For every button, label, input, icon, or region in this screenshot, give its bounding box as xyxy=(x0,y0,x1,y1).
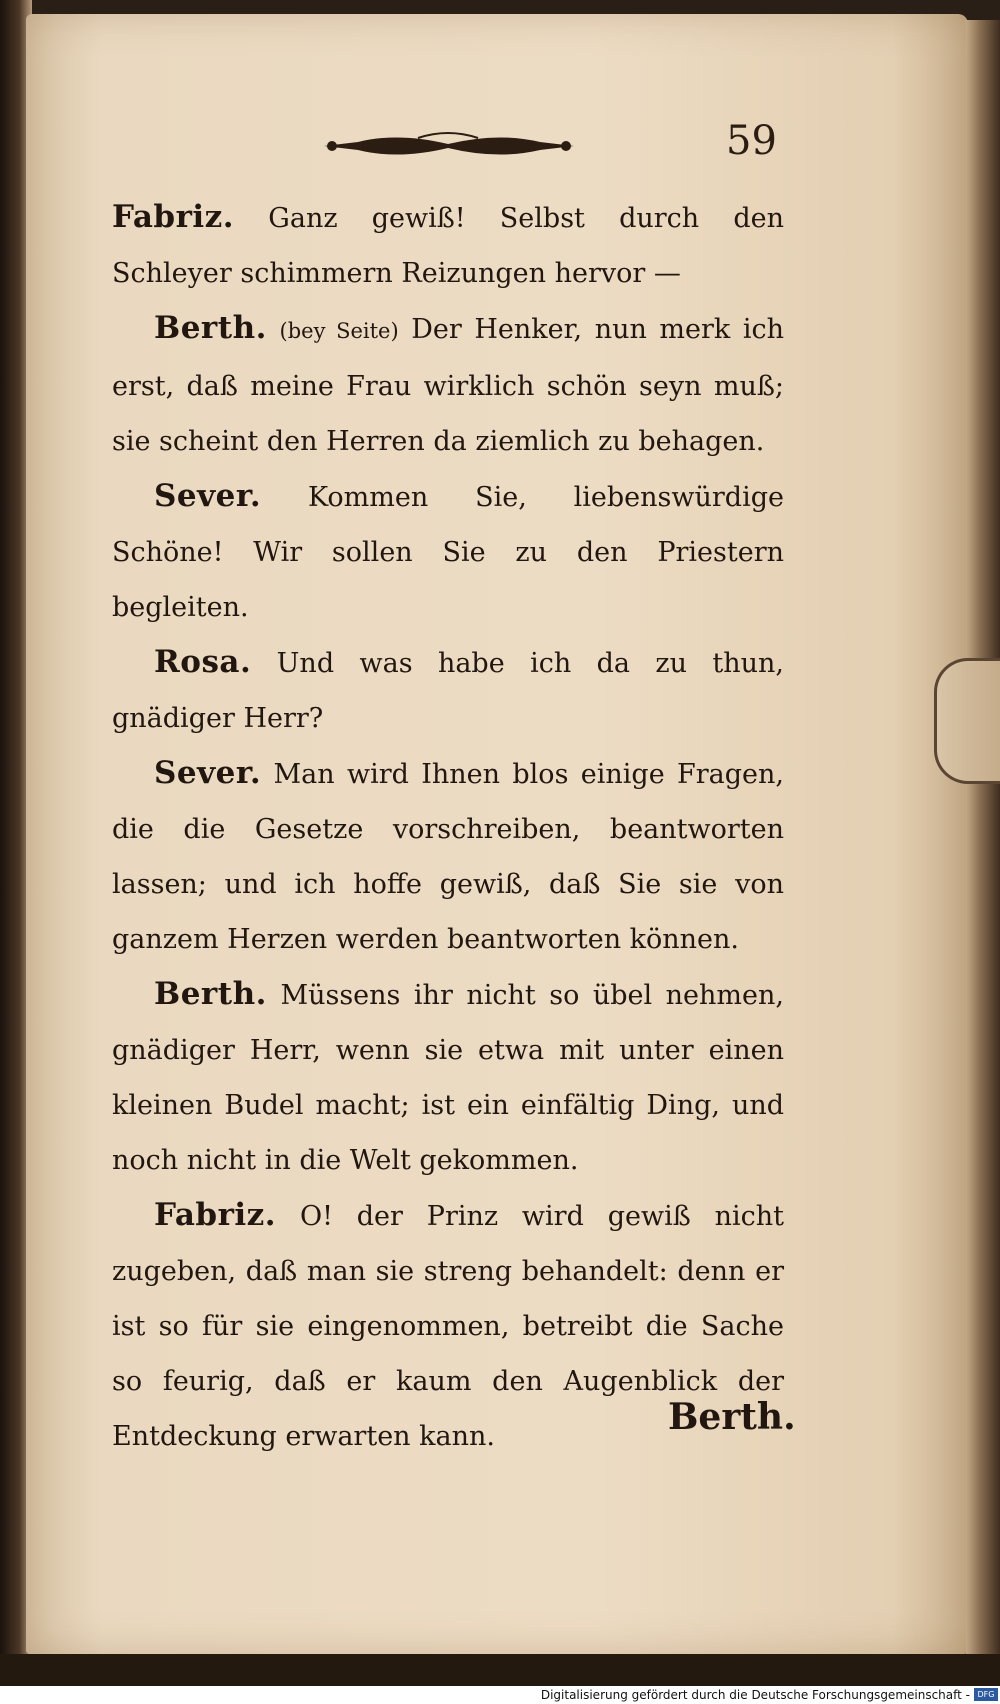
ornament-icon xyxy=(318,128,580,164)
paragraph-text: Der Henker, nun merk ich erst, daß meine Frau wirklich schön seyn muß; sie scheint den Herren da ziemlich zu behagen. xyxy=(112,314,784,457)
page-number: 59 xyxy=(726,118,777,164)
speaker-name: Fabriz. xyxy=(112,199,235,235)
paragraph xyxy=(112,469,784,635)
paragraph-text: O! der Prinz wird gewiß nicht zugeben, daß man sie streng behandelt: denn er ist so für sie eingenommen, betreibt die Sache so feurig, daß er kaum den Augenblick der Entdeckung erwarten kann. xyxy=(112,1201,784,1452)
paragraph xyxy=(112,746,784,967)
stage-direction: (bey Seite) xyxy=(279,319,399,343)
page-tab-marker xyxy=(934,658,1000,784)
digitization-credit-bar xyxy=(0,1686,1000,1704)
dfg-logo-icon: DFG xyxy=(974,1688,998,1701)
speaker-name: Sever. xyxy=(154,478,262,514)
scan-bottom-edge xyxy=(0,1654,1000,1686)
speaker-name: Berth. xyxy=(154,310,267,346)
paragraph xyxy=(112,635,784,746)
speaker-name: Fabriz. xyxy=(154,1197,277,1233)
paragraph xyxy=(112,301,784,469)
paragraph xyxy=(112,967,784,1188)
paragraph-text: Ganz gewiß! Selbst durch den Schleyer schimmern Reizungen hervor — xyxy=(112,203,784,289)
paragraph-text: Müssens ihr nicht so übel nehmen, gnädiger Herr, wenn sie etwa mit unter einen kleinen Budel macht; ist ein einfältig Ding, und noch nicht in die Welt gekommen. xyxy=(112,980,784,1176)
speaker-name: Sever. xyxy=(154,755,262,791)
speaker-name: Rosa. xyxy=(154,644,252,680)
paragraph xyxy=(112,190,784,301)
digitization-credit: Digitalisierung gefördert durch die Deutsche Forschungsgemeinschaft - xyxy=(540,1688,970,1702)
text-body xyxy=(112,190,784,1464)
speaker-name: Berth. xyxy=(154,976,267,1012)
paragraph-text: Man wird Ihnen blos einige Fragen, die die Gesetze vorschreiben, beantworten lassen; und ich hoffe gewiß, daß Sie sie von ganzem Herzen werden beantworten können. xyxy=(112,759,784,955)
catchword: Berth. xyxy=(668,1396,796,1438)
page-stack-edge xyxy=(966,20,1000,1660)
paragraph-text: Und was habe ich da zu thun, gnädiger Herr? xyxy=(112,648,784,734)
paragraph-text: Kommen Sie, liebenswürdige Schöne! Wir sollen Sie zu den Priestern begleiten. xyxy=(112,482,784,623)
